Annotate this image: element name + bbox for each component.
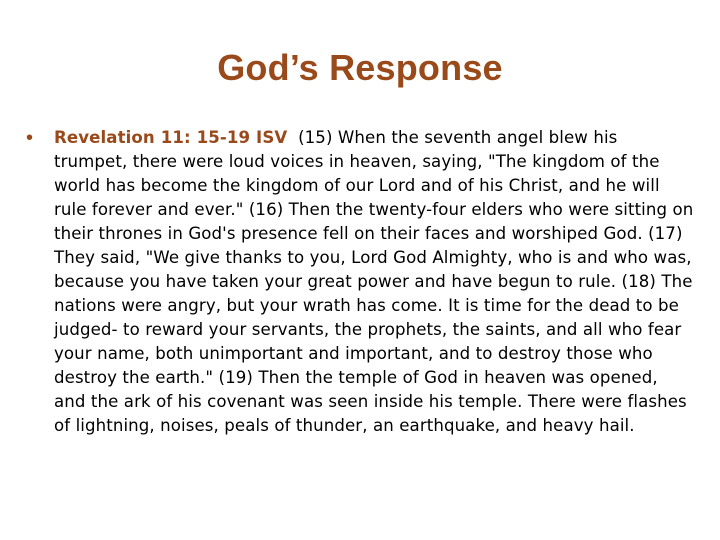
slide-title: God’s Response [217,47,503,88]
scripture-text: (15) When the seventh angel blew his trumpet, there were loud voices in heaven, saying, "The kingdom of the world has become the kingdom of our Lord and of his Christ, and he will rule forever and ever." (16) Then the twenty-four elders who were sitting on their thrones in God's presence fell on their faces and worshiped God. (17) They said, "We give thanks to you, Lord God Almighty, who is and who was, because you have taken your great power and have begun to rule. (18) The nations were angry, but your wrath has come. It is time for the dead to be judged- to reward your servants, the prophets, the saints, and all who fear your name, both unimportant and important, and to destroy those who destroy the earth." (19) Then the temple of God in heaven was opened, and the ark of his covenant was seen inside his temple. There were flashes of lightning, noises, peals of thunder, an earthquake, and heavy hail. [54,128,694,435]
bullet-marker: • [26,127,34,149]
scripture-reference: Revelation 11: 15-19 ISV [54,128,288,147]
slide-content [24,126,694,438]
bullet-item [24,126,694,438]
scripture-passage [54,126,694,438]
